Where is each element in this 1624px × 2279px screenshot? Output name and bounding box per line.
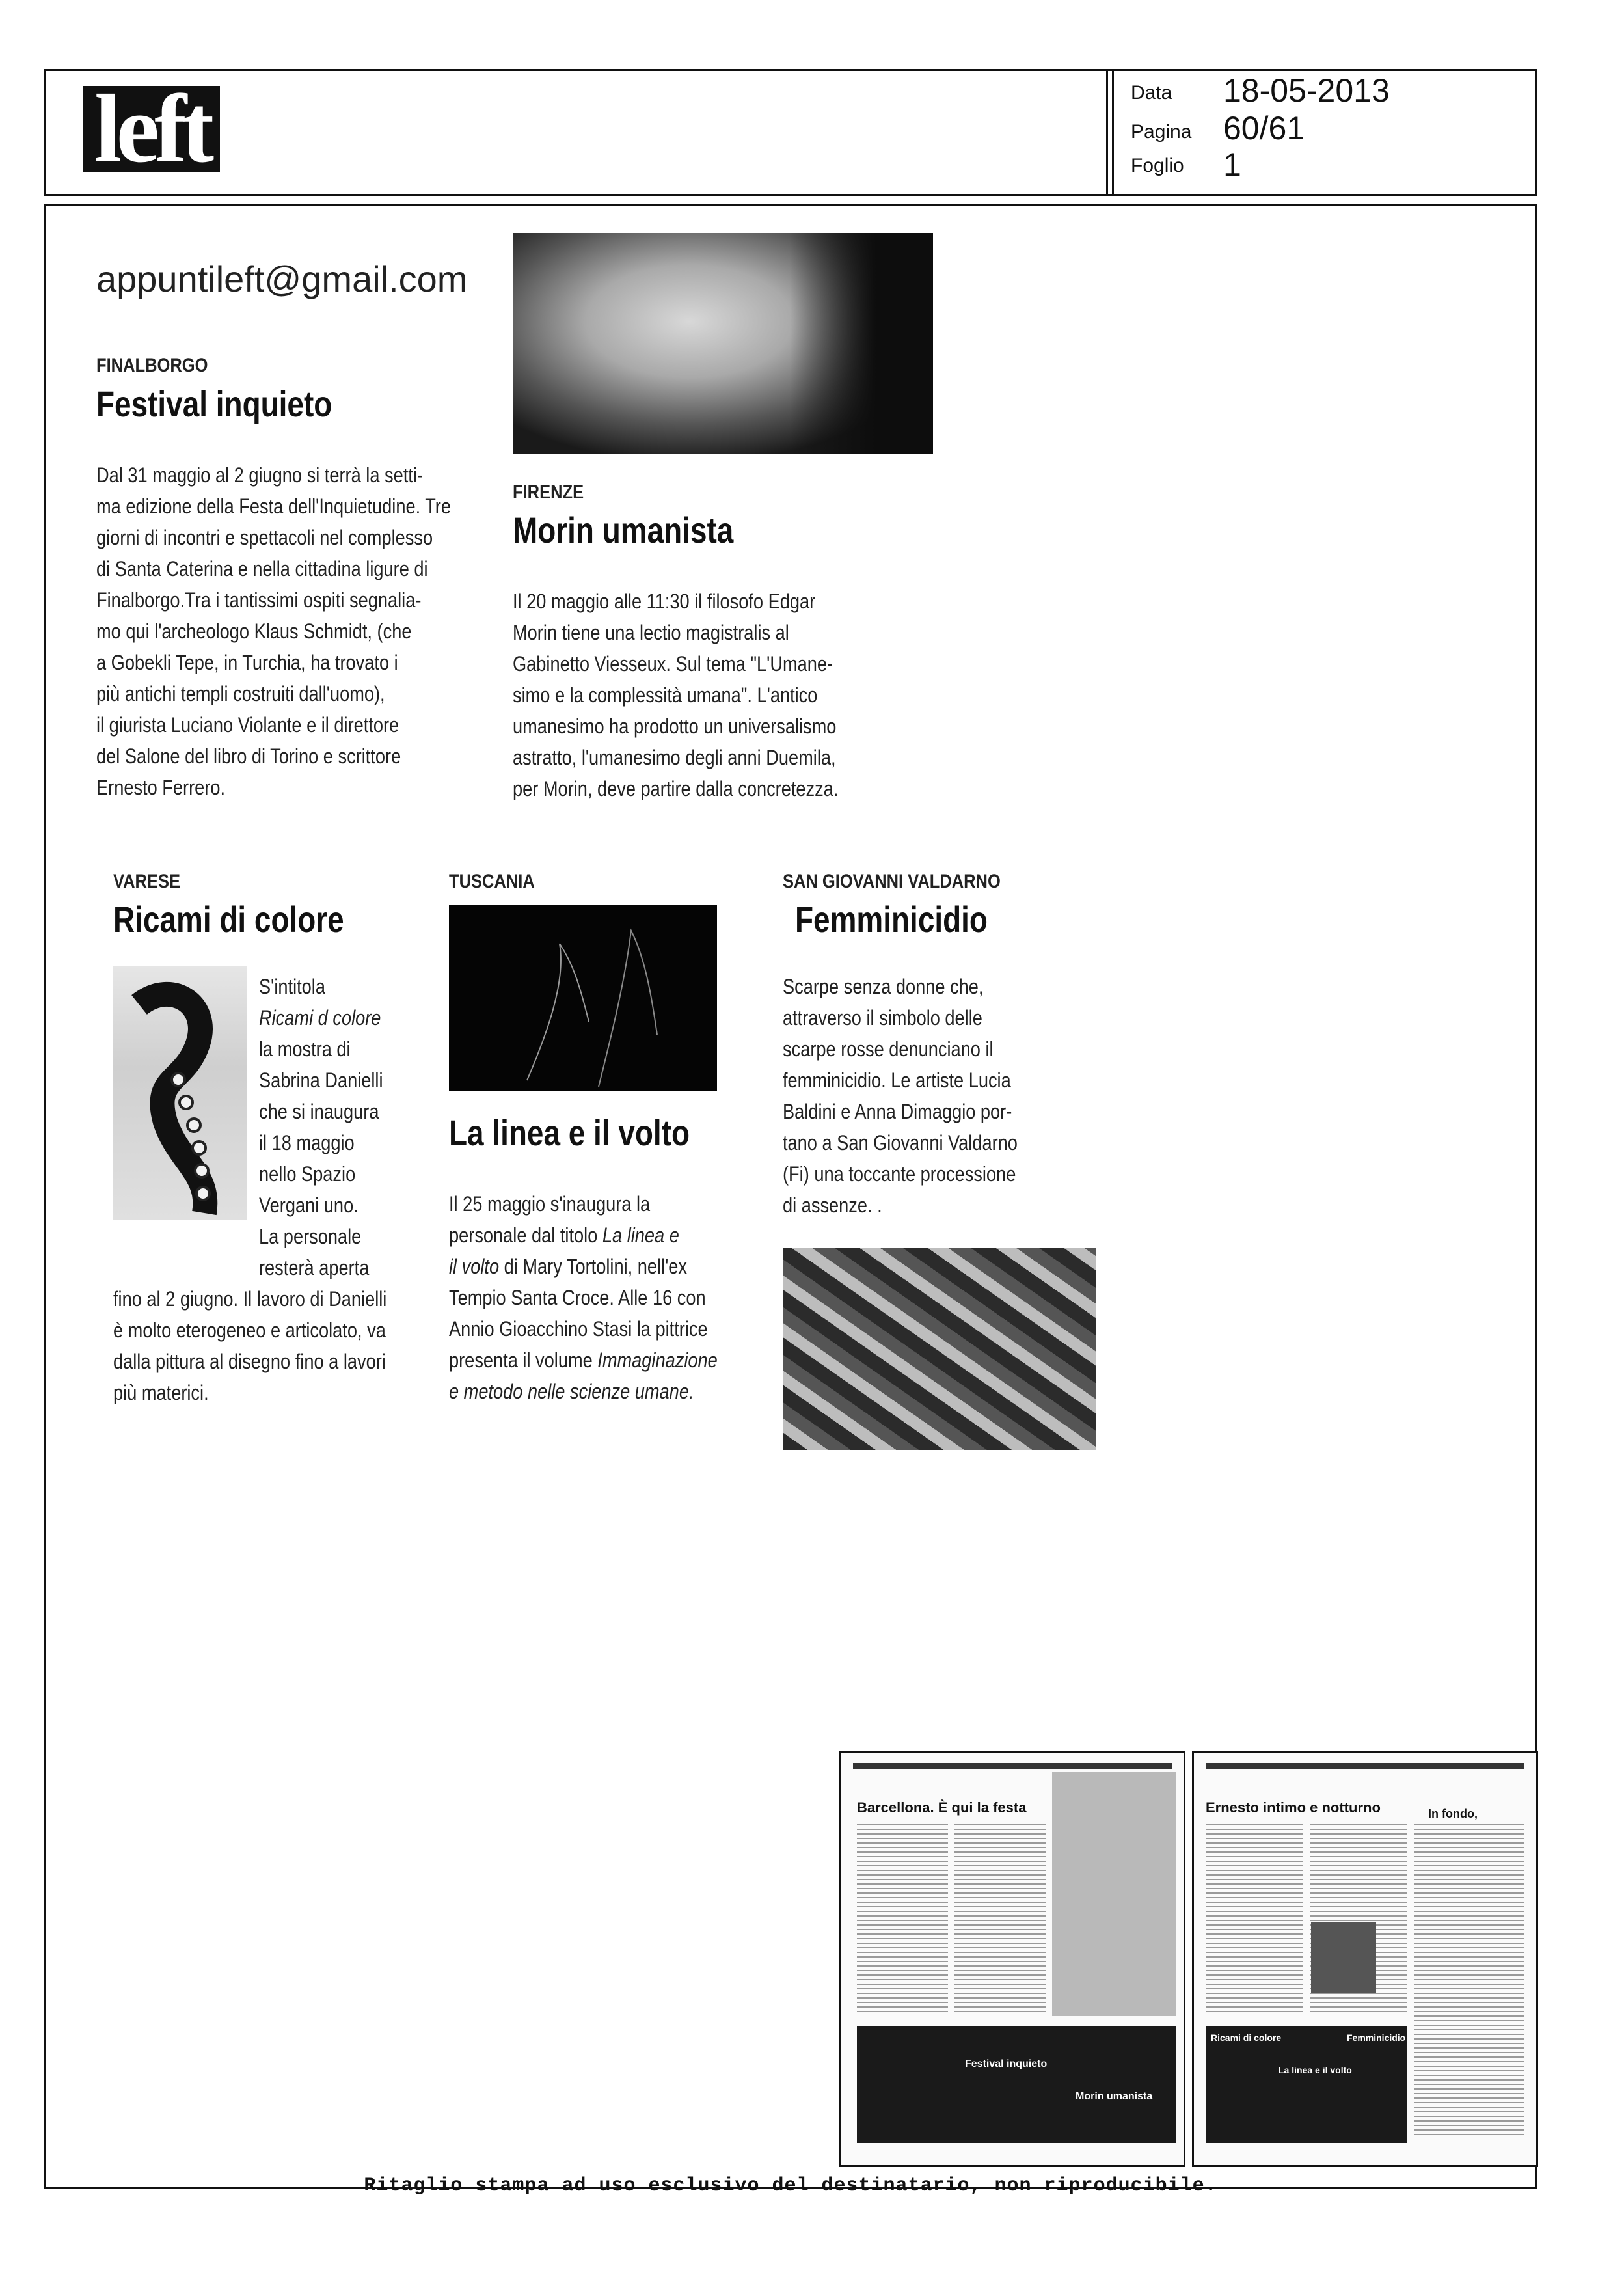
varese-title: Ricami di colore bbox=[113, 899, 344, 940]
varese-kicker: VARESE bbox=[113, 871, 180, 892]
thumbnail-page-60 bbox=[839, 1751, 1185, 2167]
sangiovanni-kicker: SAN GIOVANNI VALDARNO bbox=[783, 871, 1001, 892]
finalborgo-title: Festival inquieto bbox=[96, 383, 332, 424]
left-logo: left bbox=[83, 86, 220, 172]
femminicidio-photo bbox=[783, 1248, 1096, 1450]
meta-key-foglio: Foglio bbox=[1131, 155, 1184, 176]
thumb-left-box-title: Festival inquieto bbox=[965, 2058, 1048, 2069]
tuscania-artwork bbox=[449, 905, 717, 1091]
tuscania-text: Il 25 maggio s'inaugura la personale dal titolo La linea e il volto di Mary Tortolini, nell'ex Tempio Santa Croce. Alle 16 con Annio Gioacchino Stasi la pittrice presenta il volume Immaginazione e metodo nelle scienze umane. bbox=[449, 1192, 718, 1403]
meta-value-pagina: 60/61 bbox=[1223, 110, 1305, 146]
firenze-title: Morin umanista bbox=[513, 510, 734, 551]
varese-text: fino al 2 giugno. Il lavoro di Danielli è molto eterogeneo e articolato, va dalla pittura al disegno fino a lavori più materici. bbox=[113, 1287, 387, 1404]
varese-photo bbox=[113, 966, 247, 1220]
thumb-right-b1: Ricami di colore bbox=[1211, 2032, 1282, 2043]
meta-value-data: 18-05-2013 bbox=[1223, 72, 1390, 109]
meta-key-data: Data bbox=[1131, 82, 1172, 103]
finalborgo-text: Dal 31 maggio al 2 giugno si terrà la setti- ma edizione della Festa dell'Inquietudine. Tre giorni di incontri e spettacoli nel complesso di Santa Caterina e nella cittadina ligure di Finalborgo.Tra i tantissimi ospiti segnalia- mo qui l'archeologo Klaus Schmidt, (che a Gobekli Tepe, in Turchia, ha trovato i più antichi templi costruiti dall'uomo), il giurista Luciano Violante e il direttore del Salone del libro di Torino e scrittore Ernesto Ferrero. bbox=[96, 463, 451, 799]
varese-side-text: S'intitola Ricami d colore la mostra di Sabrina Danielli che si inaugura il 18 maggio nello Spazio Vergani uno. La personale resterà aperta bbox=[259, 975, 383, 1279]
thumb-left-box-sub: Morin umanista bbox=[1076, 2091, 1153, 2102]
meta-value-foglio: 1 bbox=[1223, 146, 1241, 183]
sangiovanni-title: Femminicidio bbox=[795, 899, 988, 940]
thumbnail-page-61 bbox=[1192, 1751, 1538, 2167]
thumb-right-b2: La linea e il volto bbox=[1279, 2065, 1352, 2075]
thumb-right-title: Ernesto intimo e notturno bbox=[1206, 1799, 1381, 1816]
sangiovanni-text: Scarpe senza donne che, attraverso il simbolo delle scarpe rosse denunciano il femminicidio. Le artiste Lucia Baldini e Anna Dimaggio por- tano a San Giovanni Valdarno (Fi) una toccante processione di assenze. . bbox=[783, 975, 1018, 1217]
tuscania-photo bbox=[449, 905, 717, 1091]
footer-disclaimer: Ritaglio stampa ad uso esclusivo del destinatario, non riproducibile. bbox=[364, 2175, 1217, 2197]
thumb-left-title: Barcellona. È qui la festa bbox=[857, 1799, 1027, 1816]
meta-key-pagina: Pagina bbox=[1131, 121, 1192, 143]
thumb-right-b3: Femminicidio bbox=[1347, 2032, 1406, 2043]
finalborgo-kicker: FINALBORGO bbox=[96, 355, 208, 376]
tuscania-kicker: TUSCANIA bbox=[449, 871, 535, 892]
thumb-right-sub: In fondo, bbox=[1428, 1807, 1478, 1820]
varese-artwork bbox=[113, 966, 247, 1220]
header-divider bbox=[1106, 69, 1114, 196]
contact-email[interactable]: appuntileft@gmail.com bbox=[96, 258, 468, 299]
tuscania-title: La linea e il volto bbox=[449, 1112, 690, 1153]
firenze-text: Il 20 maggio alle 11:30 il filosofo Edgar Morin tiene una lectio magistralis al Gabinetto Viesseux. Sul tema "L'Umane- simo e la complessità umana". L'antico umanesimo ha prodotto un universalismo astratto, l'umanesimo degli anni Duemila, per Morin, deve partire dalla concretezza. bbox=[513, 590, 839, 800]
firenze-kicker: FIRENZE bbox=[513, 482, 584, 503]
morin-photo bbox=[513, 233, 933, 454]
